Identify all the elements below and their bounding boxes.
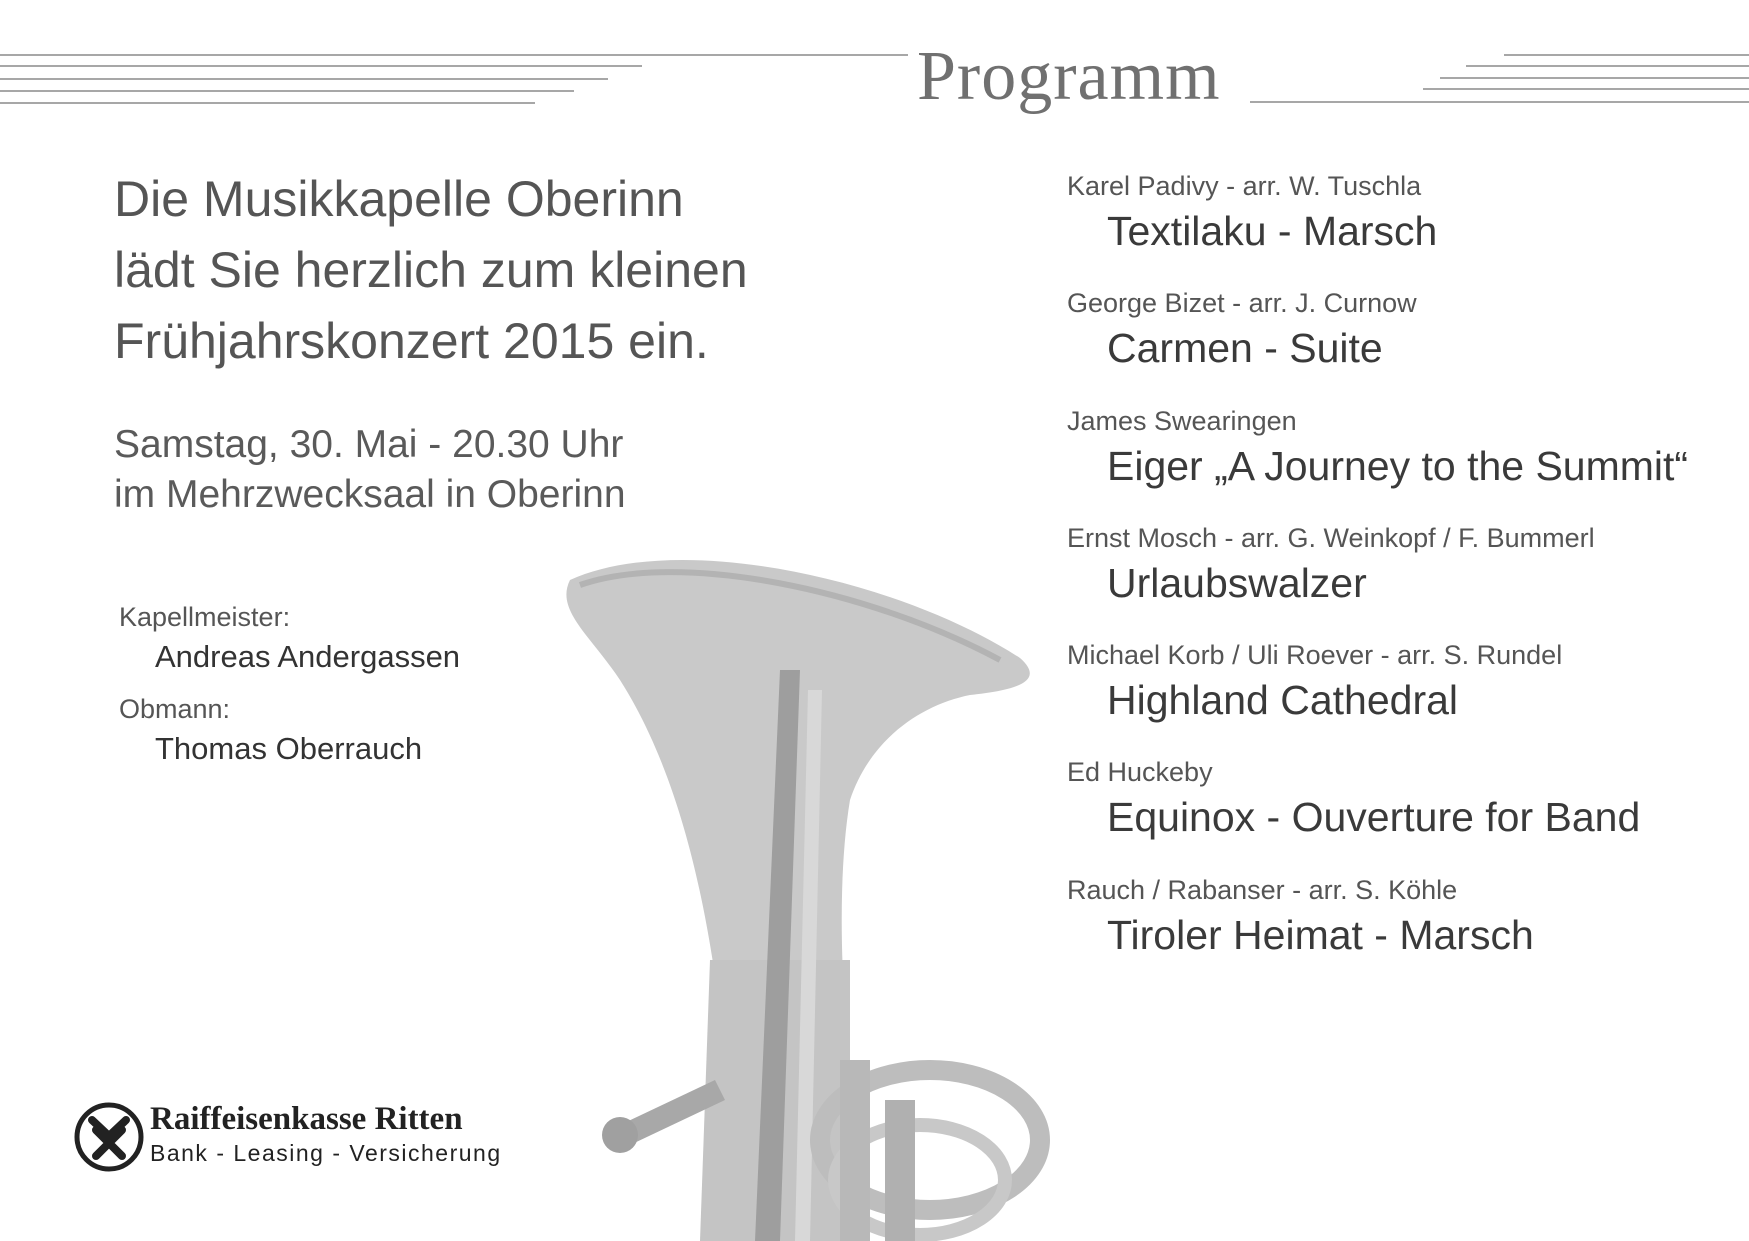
program-work: Textilaku - Marsch — [1107, 208, 1438, 254]
program-composer: Michael Korb / Uli Roever - arr. S. Rundel — [1067, 640, 1563, 670]
tuba-icon — [540, 540, 1060, 1241]
sponsor-name: Raiffeisenkasse Ritten — [150, 1101, 463, 1137]
person-name: Andreas Andergassen — [155, 639, 461, 674]
program-work: Urlaubswalzer — [1107, 560, 1367, 606]
program-composer: Karel Padivy - arr. W. Tuschla — [1067, 171, 1422, 201]
program-composer: George Bizet - arr. J. Curnow — [1067, 288, 1417, 318]
event-venue: im Mehrzwecksaal in Oberinn — [114, 473, 626, 516]
program-composer: Ed Huckeby — [1067, 757, 1213, 787]
person-name: Thomas Oberrauch — [155, 731, 423, 766]
sponsor-tagline: Bank - Leasing - Versicherung — [150, 1140, 502, 1166]
staff-lines-left — [0, 0, 920, 110]
invitation-line: Die Musikkapelle Oberinn — [114, 171, 684, 227]
invitation-text — [114, 164, 748, 377]
program-composer: James Swearingen — [1067, 406, 1297, 436]
staff-lines-right — [1240, 0, 1749, 110]
program-composer: Rauch / Rabanser - arr. S. Köhle — [1067, 875, 1458, 905]
program-work: Tiroler Heimat - Marsch — [1107, 912, 1534, 958]
role-label: Obmann: — [119, 694, 231, 724]
raiffeisen-gable-cross-icon — [74, 1102, 144, 1172]
program-work: Carmen - Suite — [1107, 325, 1383, 371]
program-work: Eiger „A Journey to the Summit“ — [1107, 443, 1689, 489]
invitation-line: Frühjahrskonzert 2015 ein. — [114, 313, 709, 369]
role-label: Kapellmeister: — [119, 602, 291, 632]
program-work: Equinox - Ouverture for Band — [1107, 794, 1641, 840]
event-info — [114, 420, 626, 520]
program-composer: Ernst Mosch - arr. G. Weinkopf / F. Bummerl — [1067, 523, 1595, 553]
invitation-line: lädt Sie herzlich zum kleinen — [114, 242, 748, 298]
event-date-time: Samstag, 30. Mai - 20.30 Uhr — [114, 423, 624, 466]
program-work: Highland Cathedral — [1107, 677, 1459, 723]
page-title: Programm — [917, 38, 1221, 115]
